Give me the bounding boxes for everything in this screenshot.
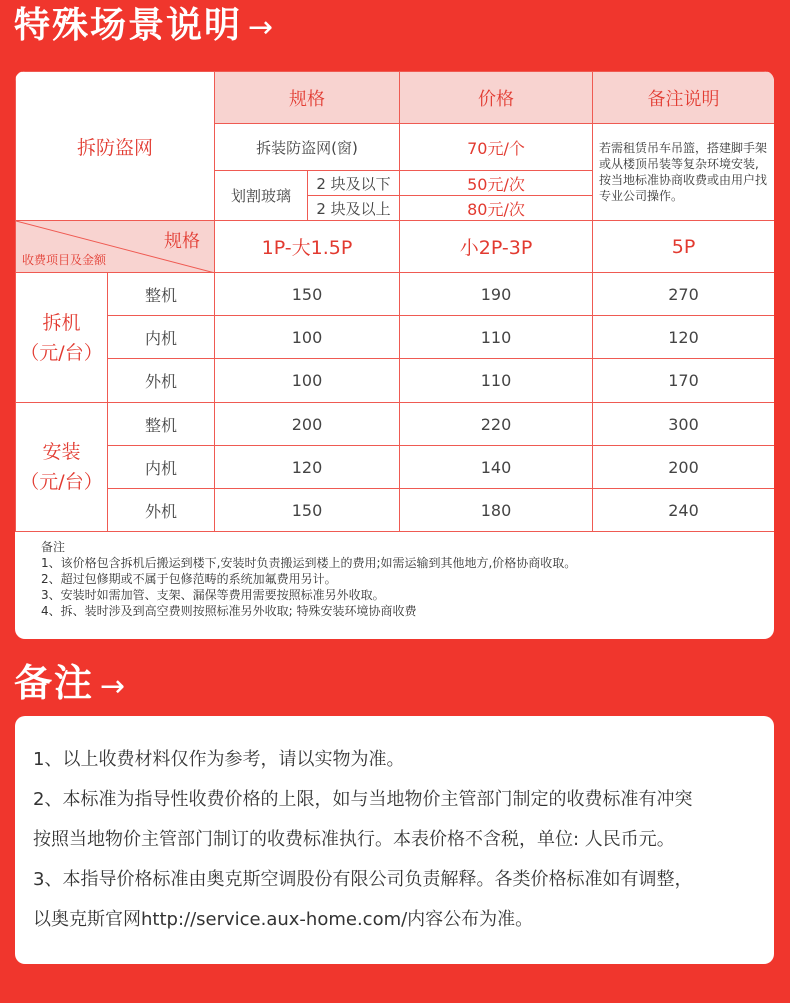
column-2p: 小2P-3P <box>400 221 593 273</box>
group-unit: （元/台） <box>20 341 103 364</box>
remark-line: 按照当地物价主管部门制订的收费标准执行。本表价格不含税，单位: 人民币元。 <box>33 829 675 850</box>
group-installation <box>16 403 108 532</box>
fee-cell: 120 <box>593 316 774 359</box>
fee-cell: 140 <box>400 446 593 489</box>
price-theft-net-window: 70元/个 <box>400 124 593 171</box>
group-unit: （元/台） <box>20 471 103 493</box>
table-notes <box>41 539 761 619</box>
price-table-card <box>15 71 774 639</box>
column-5p: 5P <box>593 221 774 273</box>
fee-cell: 200 <box>215 403 400 446</box>
remark-line: 2、本标准为指导性收费价格的上限，如与当地物价主管部门制定的收费标准有冲突 <box>33 789 693 810</box>
spec-glass-label: 划割玻璃 <box>215 171 308 221</box>
item-label: 外机 <box>108 489 215 532</box>
item-label: 内机 <box>108 446 215 489</box>
notes-title: 备注 <box>41 540 66 554</box>
remark-line: 以奥克斯官网http://service.aux-home.com/内容公布为准。 <box>33 909 534 930</box>
group-disassembly <box>16 273 108 403</box>
fee-cell: 100 <box>215 316 400 359</box>
arrow-right-icon: → <box>248 10 276 45</box>
note-line: 1、该价格包含拆机后搬运到楼下,安装时负责搬运到楼上的费用;如需运输到其他地方,价格协商收取。 <box>41 556 577 570</box>
remarks-list <box>33 740 763 940</box>
note-line: 4、拆、装时涉及到高空费则按照标准另外收取; 特殊安装环境协商收费 <box>41 604 417 618</box>
column-1p: 1P-大1.5P <box>215 221 400 273</box>
fee-cell: 200 <box>593 446 774 489</box>
fee-cell: 120 <box>215 446 400 489</box>
price-table <box>15 71 774 532</box>
fee-cell: 240 <box>593 489 774 532</box>
fee-cell: 150 <box>215 489 400 532</box>
diagonal-header <box>16 221 215 273</box>
remark-line: 1、以上收费材料仅作为参考，请以实物为准。 <box>33 749 405 770</box>
group-name: 安装 <box>42 441 81 463</box>
section-title-text: 特殊场景说明 <box>14 5 243 46</box>
section-title-special <box>14 5 276 46</box>
diagonal-header-top: 规格 <box>164 231 201 252</box>
item-label: 整机 <box>108 403 215 446</box>
fee-cell: 100 <box>215 359 400 403</box>
header-remark: 备注说明 <box>593 72 774 124</box>
remark-line: 3、本指导价格标准由奥克斯空调股份有限公司负责解释。各类价格标准如有调整， <box>33 869 693 890</box>
spec-glass-2: 2 块及以上 <box>308 196 400 221</box>
fee-cell: 190 <box>400 273 593 316</box>
fee-cell: 150 <box>215 273 400 316</box>
remarks-card <box>15 716 774 964</box>
category-theft-net: 拆防盗网 <box>16 72 215 221</box>
spec-theft-net-window: 拆装防盗网(窗) <box>215 124 400 171</box>
item-label: 整机 <box>108 273 215 316</box>
fee-cell: 180 <box>400 489 593 532</box>
section-title-remarks <box>14 661 128 705</box>
note-line: 2、超过包修期或不属于包修范畴的系统加氟费用另计。 <box>41 572 337 586</box>
remark-text: 若需租赁吊车吊篮，搭建脚手架或从楼顶吊装等复杂环境安装,按当地标准协商收费或由用户找专业公司操作。 <box>593 124 774 221</box>
price-glass-1: 50元/次 <box>400 171 593 196</box>
fee-cell: 170 <box>593 359 774 403</box>
item-label: 内机 <box>108 316 215 359</box>
note-line: 3、安装时如需加管、支架、漏保等费用需要按照标准另外收取。 <box>41 588 385 602</box>
section-title-text: 备注 <box>14 661 95 705</box>
price-glass-2: 80元/次 <box>400 196 593 221</box>
fee-cell: 270 <box>593 273 774 316</box>
fee-cell: 110 <box>400 316 593 359</box>
header-price: 价格 <box>400 72 593 124</box>
spec-glass-1: 2 块及以下 <box>308 171 400 196</box>
item-label: 外机 <box>108 359 215 403</box>
fee-cell: 220 <box>400 403 593 446</box>
fee-cell: 300 <box>593 403 774 446</box>
group-name: 拆机 <box>42 311 81 334</box>
diagonal-header-bottom: 收费项目及金额 <box>22 253 107 267</box>
header-spec: 规格 <box>215 72 400 124</box>
fee-cell: 110 <box>400 359 593 403</box>
arrow-right-icon: → <box>100 669 128 704</box>
